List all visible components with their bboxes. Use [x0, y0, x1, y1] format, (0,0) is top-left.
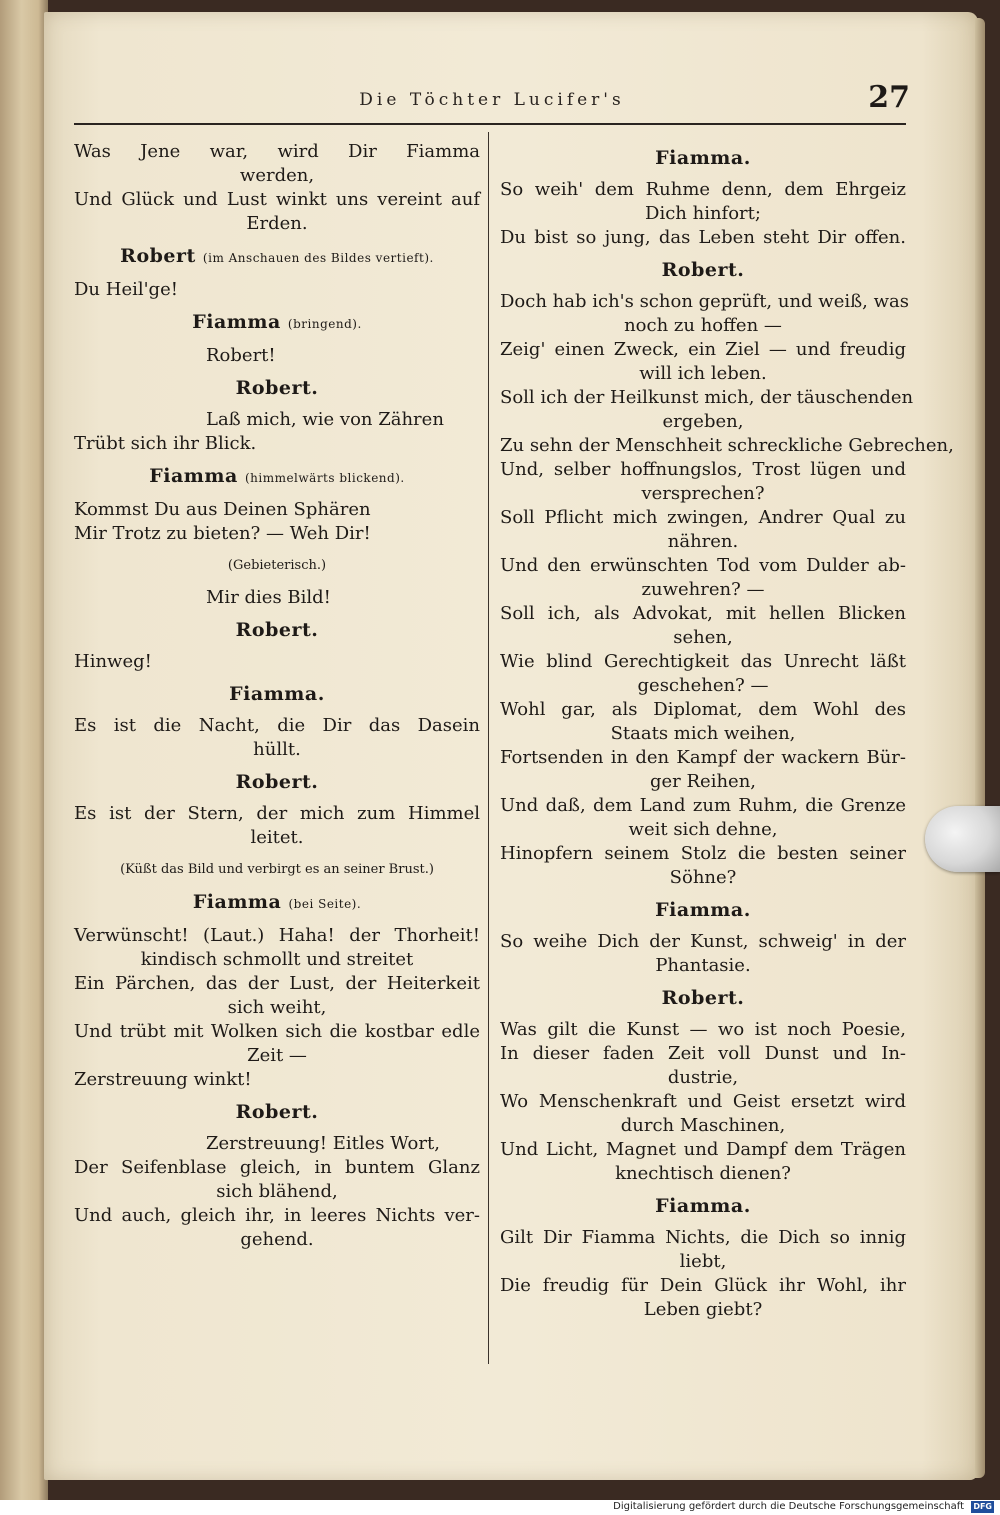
speaker-name: Fiamma.	[655, 147, 751, 169]
verse-line: dustrie,	[667, 1067, 739, 1088]
verse-block	[74, 714, 480, 762]
stage-direction: (himmelwärts blickend).	[244, 471, 405, 485]
speaker-name: Robert.	[235, 1101, 319, 1123]
verse-block	[74, 802, 480, 850]
verse-line: nähren.	[667, 531, 739, 552]
page-edge	[975, 18, 985, 1478]
verse-line: will ich leben.	[639, 363, 767, 384]
page-number: 27	[868, 80, 910, 115]
speaker-name: Robert.	[661, 259, 745, 281]
header-rule	[74, 123, 906, 125]
column-divider	[488, 132, 489, 1364]
verse-line: Zerstreuung winkt!	[74, 1069, 252, 1090]
verse-block	[74, 140, 480, 236]
verse-line: Doch hab ich's schon geprüft, und weiß, was	[500, 291, 909, 312]
verse-line: Und trübt mit Wolken sich die kostbar edle	[74, 1021, 480, 1042]
stage-direction: (bei Seite).	[288, 897, 362, 911]
verse-line: Und, selber hoffnungslos, Trost lügen und	[500, 459, 906, 480]
speaker-heading	[500, 898, 906, 922]
verse-block	[500, 178, 906, 250]
footer-credit: Digitalisierung gefördert durch die Deutsche Forschungsgemeinschaft	[613, 1501, 964, 1512]
verse-line: Staats mich weihen,	[610, 723, 796, 744]
verse-line: Die freudig für Dein Glück ihr Wohl, ihr	[500, 1275, 906, 1296]
verse-block	[74, 344, 480, 368]
speaker-name: Fiamma.	[655, 899, 751, 921]
verse-line: Wie blind Gerechtigkeit das Unrecht läßt	[500, 651, 906, 672]
speaker-name: Robert.	[235, 771, 319, 793]
verse-line: So weihe Dich der Kunst, schweig' in der	[500, 931, 906, 952]
speaker-name: Robert.	[235, 377, 319, 399]
speaker-heading	[74, 770, 480, 794]
speaker-heading	[500, 1194, 906, 1218]
verse-line: Soll ich, als Advokat, mit hellen Blicken	[500, 603, 906, 624]
left-column	[74, 140, 480, 1260]
speaker-heading	[74, 682, 480, 706]
verse-line: Robert!	[206, 345, 276, 366]
verse-block	[74, 498, 480, 546]
verse-line: hüllt.	[253, 739, 301, 760]
verse-line: Laß mich, wie von Zähren	[206, 409, 444, 430]
verse-line: Zu sehn der Menschheit schreckliche Gebrechen,	[500, 435, 954, 456]
speaker-heading	[74, 618, 480, 642]
verse-block	[500, 290, 954, 890]
verse-line: noch zu hoffen —	[624, 315, 782, 336]
verse-line: Du Heil'ge!	[74, 279, 178, 300]
verse-line: Und daß, dem Land zum Ruhm, die Grenze	[500, 795, 906, 816]
stage-direction: (im Anschauen des Bildes vertieft).	[202, 251, 434, 265]
verse-line: Du bist so jung, das Leben steht Dir offen.	[500, 227, 906, 248]
verse-line: weit sich dehne,	[628, 819, 778, 840]
verse-line: Dich hinfort;	[645, 203, 761, 224]
stage-direction: (bringend).	[287, 317, 362, 331]
verse-block	[74, 650, 480, 674]
verse-line: durch Maschinen,	[620, 1115, 786, 1136]
speaker-heading	[74, 310, 480, 336]
verse-block	[500, 1018, 906, 1186]
speaker-heading	[500, 986, 906, 1010]
verse-line: Es ist der Stern, der mich zum Himmel	[74, 803, 480, 824]
speaker-heading	[74, 464, 480, 490]
verse-line: knechtisch dienen?	[615, 1163, 791, 1184]
speaker-name: Fiamma	[192, 311, 281, 333]
verse-line: Leben giebt?	[643, 1299, 763, 1320]
verse-line: Wo Menschenkraft und Geist ersetzt wird	[500, 1091, 906, 1112]
verse-line: Und auch, gleich ihr, in leeres Nichts ver-	[74, 1205, 480, 1226]
verse-line: leitet.	[250, 827, 304, 848]
speaker-name: Fiamma.	[229, 683, 325, 705]
speaker-heading	[74, 1100, 480, 1124]
page-clip	[925, 806, 1000, 872]
verse-block	[74, 586, 480, 610]
verse-line: Was Jene war, wird Dir Fiamma	[74, 141, 480, 162]
verse-line: Hinopfern seinem Stolz die besten seiner	[500, 843, 906, 864]
verse-line: Mir Trotz zu bieten? — Weh Dir!	[74, 523, 371, 544]
verse-line: In dieser faden Zeit voll Dunst und In-	[500, 1043, 906, 1064]
verse-line: geschehen? —	[637, 675, 769, 696]
right-column	[500, 140, 954, 1330]
speaker-name: Robert	[120, 245, 196, 267]
running-title: Die Töchter Lucifer's	[359, 90, 625, 110]
verse-line: So weih' dem Ruhme denn, dem Ehrgeiz	[500, 179, 906, 200]
verse-line: gehend.	[240, 1229, 314, 1250]
speaker-heading	[500, 146, 906, 170]
verse-block	[74, 1132, 480, 1252]
speaker-heading	[74, 376, 480, 400]
verse-line: Zerstreuung! Eitles Wort,	[206, 1133, 440, 1154]
verse-line: Wohl gar, als Diplomat, dem Wohl des	[500, 699, 906, 720]
verse-line: zuwehren? —	[641, 579, 765, 600]
verse-line: Verwünscht! (Laut.) Haha! der Thorheit!	[74, 925, 480, 946]
verse-line: sich weiht,	[227, 997, 327, 1018]
verse-line: Es ist die Nacht, die Dir das Dasein	[74, 715, 480, 736]
verse-line: Erden.	[246, 213, 308, 234]
speaker-name: Fiamma	[192, 891, 282, 913]
verse-line: Was gilt die Kunst — wo ist noch Poesie,	[500, 1019, 906, 1040]
verse-line: Phantasie.	[655, 955, 751, 976]
verse-block	[74, 408, 480, 456]
verse-line: sich blähend,	[216, 1181, 338, 1202]
verse-block	[74, 924, 480, 1092]
verse-line: Kommst Du aus Deinen Sphären	[74, 499, 371, 520]
verse-line: Trübt sich ihr Blick.	[74, 433, 257, 454]
verse-line: Und Licht, Magnet und Dampf dem Trägen	[500, 1139, 906, 1160]
verse-line: Zeig' einen Zweck, ein Ziel — und freudig	[500, 339, 906, 360]
verse-line: Und den erwünschten Tod vom Dulder ab-	[500, 555, 906, 576]
speaker-name: Fiamma	[149, 465, 238, 487]
stage-direction: (Küßt das Bild und verbirgt es an seiner Brust.)	[120, 862, 434, 877]
verse-line: versprechen?	[641, 483, 765, 504]
verse-line: ger Reihen,	[649, 771, 757, 792]
stage-direction: (Gebieterisch.)	[227, 558, 327, 573]
verse-line: Söhne?	[669, 867, 737, 888]
verse-line: Soll ich der Heilkunst mich, der täuschenden	[500, 387, 914, 408]
verse-line: Der Seifenblase gleich, in buntem Glanz	[74, 1157, 480, 1178]
verse-line: liebt,	[679, 1251, 727, 1272]
verse-block	[500, 930, 906, 978]
verse-line: Ein Pärchen, das der Lust, der Heiterkeit	[74, 973, 480, 994]
speaker-name: Robert.	[235, 619, 319, 641]
verse-line: Fortsenden in den Kampf der wackern Bür-	[500, 747, 906, 768]
page-header	[74, 80, 910, 124]
footer-bar	[0, 1500, 1000, 1515]
verse-line: werden,	[239, 165, 315, 186]
speaker-heading	[74, 890, 480, 916]
verse-line: Hinweg!	[74, 651, 152, 672]
verse-line: ergeben,	[662, 411, 744, 432]
speaker-heading	[74, 244, 480, 270]
verse-line: kindisch schmollt und streitet	[140, 949, 414, 970]
book-spine	[0, 0, 48, 1500]
verse-line: Gilt Dir Fiamma Nichts, die Dich so innig	[500, 1227, 906, 1248]
verse-line: Soll Pflicht mich zwingen, Andrer Qual zu	[500, 507, 906, 528]
verse-line: sehen,	[673, 627, 733, 648]
speaker-heading	[500, 258, 906, 282]
speaker-name: Fiamma.	[655, 1195, 751, 1217]
speaker-name: Robert.	[661, 987, 745, 1009]
verse-block	[74, 278, 480, 302]
verse-line: Mir dies Bild!	[206, 587, 331, 608]
verse-block	[500, 1226, 906, 1322]
dfg-logo: DFG	[973, 1502, 992, 1511]
verse-line: Und Glück und Lust winkt uns vereint auf	[74, 189, 480, 210]
verse-line: Zeit —	[247, 1045, 307, 1066]
